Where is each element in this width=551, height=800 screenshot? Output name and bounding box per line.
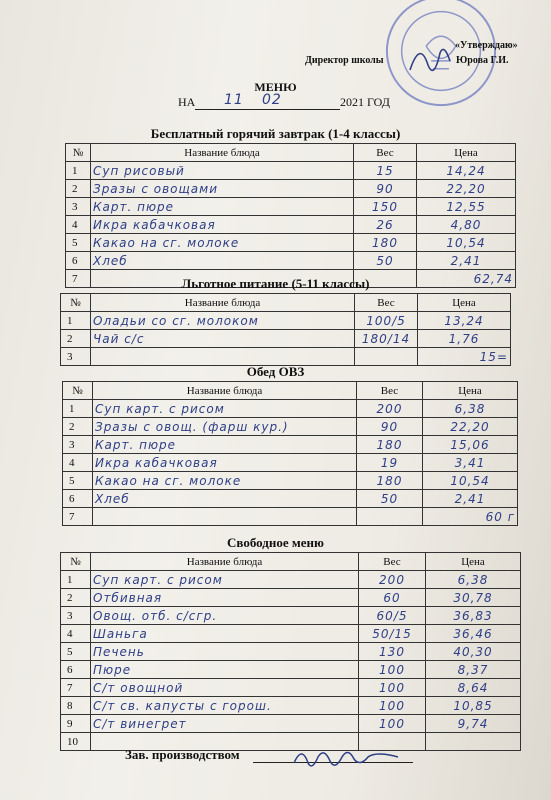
row-num: 7	[66, 270, 91, 288]
table-header-row	[63, 382, 518, 400]
dish-name: Суп рисовый	[91, 162, 354, 180]
dish-price: 4,80	[417, 216, 516, 234]
dish-name: Суп карт. с рисом	[91, 571, 359, 589]
dish-weight: 15	[354, 162, 417, 180]
section-title-ovz: Обед ОВЗ	[246, 364, 305, 379]
col-weight: Вес	[354, 144, 417, 162]
table-row	[63, 490, 518, 508]
table-row	[63, 508, 518, 526]
director-signature	[405, 40, 455, 80]
free-menu-table	[60, 552, 521, 751]
date-line	[178, 92, 340, 110]
dish-price: 6,38	[426, 571, 521, 589]
table-row	[61, 348, 511, 366]
dish-name	[91, 348, 355, 366]
row-num: 3	[61, 607, 91, 625]
dish-weight	[357, 508, 423, 526]
table-row	[66, 162, 516, 180]
dish-price	[426, 733, 521, 751]
table-row	[61, 643, 521, 661]
row-num: 9	[61, 715, 91, 733]
row-num: 7	[63, 508, 93, 526]
dish-name: Икра кабачковая	[93, 454, 357, 472]
dish-price: 2,41	[423, 490, 518, 508]
col-name: Название блюда	[91, 294, 355, 312]
row-num: 3	[63, 436, 93, 454]
table-row	[66, 252, 516, 270]
col-num: №	[61, 553, 91, 571]
row-num: 5	[63, 472, 93, 490]
dish-price: 62,74	[417, 270, 516, 288]
col-weight: Вес	[357, 382, 423, 400]
director-label: Директор школы	[305, 55, 384, 66]
row-num: 10	[61, 733, 91, 751]
dish-weight: 100/5	[355, 312, 418, 330]
col-price: Цена	[418, 294, 511, 312]
dish-name: С/т винегрет	[91, 715, 359, 733]
dish-weight: 100	[359, 679, 426, 697]
dish-price: 36,46	[426, 625, 521, 643]
dish-weight: 180/14	[355, 330, 418, 348]
dish-weight: 100	[359, 661, 426, 679]
table-row	[66, 216, 516, 234]
row-num: 5	[61, 643, 91, 661]
dish-name: Овощ. отб. с/сгр.	[91, 607, 359, 625]
footer-label: Зав. производством	[125, 747, 240, 762]
col-price: Цена	[417, 144, 516, 162]
col-num: №	[66, 144, 91, 162]
dish-name: Отбивная	[91, 589, 359, 607]
row-num: 6	[66, 252, 91, 270]
dish-weight: 180	[357, 436, 423, 454]
date-year: 2021 ГОД	[340, 95, 390, 109]
dish-name: Шаньга	[91, 625, 359, 643]
row-num: 2	[63, 418, 93, 436]
table-row	[61, 330, 511, 348]
dish-weight: 200	[357, 400, 423, 418]
dish-weight: 200	[359, 571, 426, 589]
table-row	[63, 454, 518, 472]
dish-price: 10,54	[417, 234, 516, 252]
dish-weight: 180	[354, 234, 417, 252]
col-num: №	[63, 382, 93, 400]
dish-price: 3,41	[423, 454, 518, 472]
dish-name: Хлеб	[93, 490, 357, 508]
row-num: 5	[66, 234, 91, 252]
ovz-table	[62, 381, 518, 526]
dish-name: Оладьи со сг. молоком	[91, 312, 355, 330]
table-header-row	[61, 553, 521, 571]
dish-weight: 60	[359, 589, 426, 607]
dish-name: Карт. пюре	[93, 436, 357, 454]
dish-name: Зразы с овощами	[91, 180, 354, 198]
table-row	[66, 180, 516, 198]
date-day: 11	[224, 92, 244, 108]
dish-price: 9,74	[426, 715, 521, 733]
dish-name: Какао на сг. молоке	[91, 234, 354, 252]
dish-price: 8,64	[426, 679, 521, 697]
dish-price: 14,24	[417, 162, 516, 180]
menu-title: МЕНЮ	[254, 80, 297, 94]
dish-weight: 50	[354, 252, 417, 270]
dish-weight: 180	[357, 472, 423, 490]
dish-weight: 90	[357, 418, 423, 436]
dish-weight: 150	[354, 198, 417, 216]
dish-name: Карт. пюре	[91, 198, 354, 216]
col-price: Цена	[426, 553, 521, 571]
date-month: 02	[262, 92, 282, 108]
row-num: 1	[61, 571, 91, 589]
dish-name: Хлеб	[91, 252, 354, 270]
dish-name: Печень	[91, 643, 359, 661]
dish-price: 30,78	[426, 589, 521, 607]
table-row	[61, 697, 521, 715]
table-row	[63, 436, 518, 454]
section-title-breakfast: Бесплатный горячий завтрак (1-4 классы)	[150, 126, 401, 141]
row-num: 6	[61, 661, 91, 679]
benefit-table	[60, 293, 511, 366]
row-num: 7	[61, 679, 91, 697]
dish-name: Пюре	[91, 661, 359, 679]
table-row	[61, 312, 511, 330]
dish-name: Чай с/с	[91, 330, 355, 348]
dish-weight: 100	[359, 697, 426, 715]
dish-price: 15,06	[423, 436, 518, 454]
dish-price: 22,20	[417, 180, 516, 198]
col-name: Название блюда	[91, 144, 354, 162]
dish-price: 6,38	[423, 400, 518, 418]
dish-price: 40,30	[426, 643, 521, 661]
dish-price: 8,37	[426, 661, 521, 679]
col-weight: Вес	[355, 294, 418, 312]
row-num: 1	[66, 162, 91, 180]
row-num: 2	[61, 589, 91, 607]
section-title-benefit: Льготное питание (5-11 классы)	[181, 276, 370, 291]
row-num: 3	[61, 348, 91, 366]
dish-name: С/т св. капусты с горош.	[91, 697, 359, 715]
dish-price: 22,20	[423, 418, 518, 436]
dish-weight: 50	[357, 490, 423, 508]
dish-name: Икра кабачковая	[91, 216, 354, 234]
table-row	[61, 589, 521, 607]
row-num: 8	[61, 697, 91, 715]
dish-weight: 26	[354, 216, 417, 234]
col-num: №	[61, 294, 91, 312]
dish-price: 60 г	[423, 508, 518, 526]
dish-price: 10,85	[426, 697, 521, 715]
director-name: Юрова Г.И.	[456, 55, 509, 66]
row-num: 4	[63, 454, 93, 472]
row-num: 4	[66, 216, 91, 234]
table-header-row	[61, 294, 511, 312]
table-row	[66, 234, 516, 252]
table-row	[61, 571, 521, 589]
dish-weight: 19	[357, 454, 423, 472]
col-weight: Вес	[359, 553, 426, 571]
row-num: 1	[61, 312, 91, 330]
manager-signature	[290, 745, 410, 771]
table-row	[61, 661, 521, 679]
dish-price: 10,54	[423, 472, 518, 490]
table-row	[61, 679, 521, 697]
dish-weight: 90	[354, 180, 417, 198]
row-num: 1	[63, 400, 93, 418]
col-name: Название блюда	[93, 382, 357, 400]
row-num: 2	[66, 180, 91, 198]
row-num: 3	[66, 198, 91, 216]
table-row	[61, 715, 521, 733]
dish-weight: 50/15	[359, 625, 426, 643]
col-price: Цена	[423, 382, 518, 400]
dish-name	[93, 508, 357, 526]
dish-weight: 60/5	[359, 607, 426, 625]
table-row	[63, 472, 518, 490]
col-name: Название блюда	[91, 553, 359, 571]
breakfast-table	[65, 143, 516, 288]
dish-weight	[355, 348, 418, 366]
dish-name: Суп карт. с рисом	[93, 400, 357, 418]
dish-name: Зразы с овощ. (фарш кур.)	[93, 418, 357, 436]
date-prefix: НА	[178, 95, 196, 109]
approve-label: «Утверждаю»	[455, 40, 518, 51]
section-title-free: Свободное меню	[227, 535, 324, 550]
table-row	[63, 418, 518, 436]
table-row	[66, 198, 516, 216]
dish-weight: 100	[359, 715, 426, 733]
dish-price: 2,41	[417, 252, 516, 270]
table-header-row	[66, 144, 516, 162]
dish-price: 36,83	[426, 607, 521, 625]
row-num: 6	[63, 490, 93, 508]
dish-price: 12,55	[417, 198, 516, 216]
dish-price: 15=	[418, 348, 511, 366]
dish-price: 13,24	[418, 312, 511, 330]
row-num: 4	[61, 625, 91, 643]
dish-name: Какао на сг. молоке	[93, 472, 357, 490]
row-num: 2	[61, 330, 91, 348]
dish-price: 1,76	[418, 330, 511, 348]
dish-weight: 130	[359, 643, 426, 661]
dish-name: С/т овощной	[91, 679, 359, 697]
table-row	[63, 400, 518, 418]
table-row	[61, 625, 521, 643]
table-row	[61, 607, 521, 625]
